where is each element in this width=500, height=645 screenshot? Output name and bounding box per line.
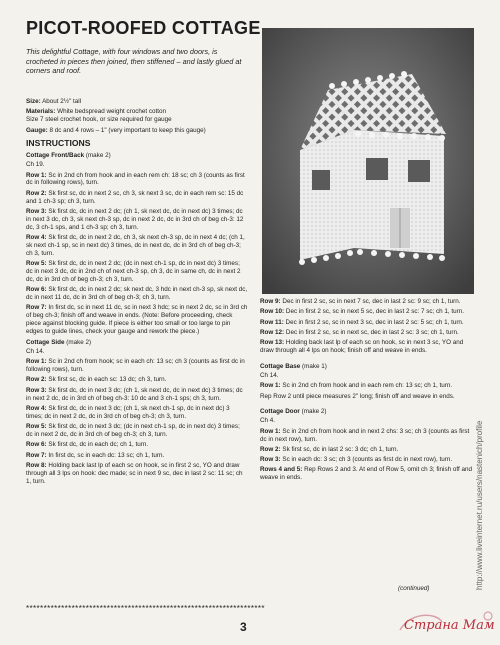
door-chain: Ch 4. (260, 417, 276, 425)
row-text: Dec in first 2 sc, sc in next 5 sc, dec in last 2 sc: 7 sc; ch 1, turn. (284, 308, 465, 316)
instruction-row (26, 405, 248, 421)
star-divider: ******************************************************************** (26, 604, 265, 613)
row-label: Rows 4 and 5: (260, 466, 303, 474)
row-label: Row 10: (260, 308, 285, 316)
row-text: Sc in 2nd ch from hook and in each rem ch: 13 sc; ch 1, turn. (280, 382, 453, 390)
row-label: Row 13: (260, 339, 285, 347)
size-line: Size: About 2½" tall (26, 98, 82, 105)
row-text: Dec in first 2 sc, sc in next sc, dec in last 2 sc: 3 sc; ch 1, turn. (284, 328, 459, 336)
front-back-chain: Ch 19. (26, 161, 45, 169)
instruction-row (26, 208, 248, 232)
instruction-row (26, 172, 248, 188)
row-text: Sc in 2nd ch from hook and in next 2 chs: 3 sc; ch 3 (counts as first dc in next row), turn. (260, 427, 470, 443)
instructions-heading: INSTRUCTIONS (26, 138, 91, 149)
row-label: Row 5: (26, 423, 47, 431)
instruction-row (260, 382, 475, 390)
row-label: Row 3: (260, 456, 281, 464)
base-heading: Cottage Base (make 1) (260, 363, 327, 370)
front-back-rows (26, 172, 248, 337)
row-label: Row 3: (26, 207, 47, 215)
base-chain: Ch 14. (260, 371, 279, 379)
row-text: In first dc, sc in next 11 dc, sc in next 3 hdc; sc in next 2 dc, sc in 3rd ch of beg ch-3; finish off and weave in ends. (Note: Before proceeding, check piece against blocking guide. If piece is either too small or too large to pin edges to guide lines, check your gauge and rework the piece.) (26, 304, 248, 336)
row-label: Row 5: (26, 260, 47, 268)
side-heading: Cottage Side (make 2) (26, 339, 92, 347)
row-text: In first dc, sc in each dc: 13 sc; ch 1, turn. (46, 451, 165, 459)
instruction-row (26, 387, 248, 403)
instruction-row (260, 446, 475, 454)
intro-paragraph: This delightful Cottage, with four windows and two doors, is crocheted in pieces then joined, then stiffened – and lastly glued at corners and roof. (26, 47, 242, 76)
instruction-row (26, 452, 248, 460)
instruction-row (26, 358, 248, 374)
row-text: Sk first dc, dc in next 2 dc; (dc in next ch-1 sp, dc in next dc) 3 times; dc in next 3 dc, dc in 2nd ch of next ch-3 sp, ch 3, dc in same ch, dc in next 2 dc, dc in 3rd ch of beg ch-3; ch 3, turn. (26, 260, 241, 283)
side-url-watermark: http://www.liveinternet.ru/users/nastenich/profile (475, 420, 484, 590)
instruction-row (26, 423, 248, 439)
side-rows-continued (260, 298, 475, 355)
instruction-row (260, 393, 475, 401)
row-text: Dec in first 2 sc, sc in next 7 sc, dec in last 2 sc: 9 sc; ch 1, turn. (280, 298, 461, 305)
row-text: Rep Rows 2 and 3. At end of Row 5, omit ch 3; finish off and weave in ends. (260, 466, 472, 482)
row-label: Row 1: (260, 382, 281, 390)
row-text: Holding back last lp of each sc on hook, sc in next 3 sc, YO and draw through all 4 lps on hook; finish off and weave in ends. (260, 339, 464, 355)
row-label: Row 6: (26, 286, 47, 294)
row-text: Sc in 2nd ch from hook; sc in each ch: 13 sc; ch 3 (counts as first dc in following rows), turn. (26, 358, 245, 374)
row-text: Sk first sc, dc in each sc: 13 dc; ch 3, turn. (46, 376, 167, 384)
front-back-heading: Cottage Front/Back (make 2) (26, 152, 111, 160)
row-label: Row 6: (26, 441, 47, 449)
row-label: Row 11: (260, 318, 284, 326)
page-title: PICOT-ROOFED COTTAGE (26, 18, 261, 38)
row-text: Sk first dc, dc in next 3 dc; (ch 1, sk next dc, dc in next dc) 3 times; dc in next 2 dc, dc in 3rd ch of beg ch-3: 10 dc and 3 ch-1 sps; ch 3, turn. (26, 386, 243, 402)
door-heading: Cottage Door (make 2) (260, 408, 327, 416)
instruction-row (26, 304, 248, 336)
page-number: 3 (240, 620, 247, 634)
side-chain: Ch 14. (26, 347, 45, 355)
watermark-text: Страна Мам (404, 618, 495, 633)
right-column (260, 298, 475, 485)
row-text: Sk first dc, dc in next 2 dc, ch 3, sk next ch-3 sp, dc in next 4 dc; (ch 1, sk next ch-1 sp, sc in next dc) 3 times, dc in next dc, dc in 3rd ch of beg ch-3; ch 3, turn. (26, 234, 245, 257)
instruction-row (260, 456, 475, 464)
crocheted-cottage-image (262, 28, 474, 294)
row-label: Row 3: (26, 386, 47, 394)
row-label: Row 2: (260, 445, 281, 453)
instruction-row (260, 428, 475, 444)
instruction-row (260, 339, 475, 355)
row-text: Sk first dc, dc in each dc; ch 1, turn. (46, 441, 149, 449)
instruction-row (26, 441, 248, 449)
row-label: Row 1: (26, 171, 47, 179)
row-text: Sk first dc, dc in next 3 dc; (ch 1, sk next ch-1 sp, dc in next dc) 3 times; dc in next 2 dc, dc in 3rd ch of beg ch-3; ch 3, turn. (26, 404, 230, 420)
row-label: Row 2: (26, 376, 47, 384)
door-rows (260, 428, 475, 483)
instruction-row (260, 466, 475, 482)
row-text: Sc in 2nd ch from hook and in each rem ch: 18 sc; ch 3 (counts as first dc in following rows), turn. (26, 171, 245, 187)
instruction-row (26, 234, 248, 258)
row-text: Sk first sc, dc in last 2 sc: 3 dc; ch 1, turn. (280, 445, 399, 453)
row-label: Row 8: (26, 461, 47, 469)
continued-note: (continued) (398, 585, 430, 592)
row-text: Sc in each dc: 3 sc; ch 3 (counts as first dc in next row), turn. (280, 456, 453, 464)
row-text: Holding back last lp of each sc on hook, sc in first 2 sc, YO and draw through all 3 lps on hook: dec made; sc in next 9 sc, dec in last 2 sc: 11 sc; ch 1, turn. (26, 461, 243, 485)
side-rows (26, 358, 248, 485)
row-text: Sk first dc, dc in next 2 dc; sk next dc, 3 hdc in next ch-3 sp, sk next dc, dc in next 11 dc, dc in 3rd ch of beg ch-3; ch 3, turn. (26, 286, 248, 302)
instruction-row (26, 376, 248, 384)
row-label: Row 1: (26, 358, 47, 366)
instruction-row (260, 308, 475, 316)
gauge-line: Gauge: 8 dc and 4 rows – 1" (very important to keep this gauge) (26, 126, 206, 134)
instruction-row (26, 260, 248, 284)
row-label: Row 4: (26, 404, 47, 412)
row-label: Row 2: (26, 189, 47, 197)
row-text: Rep Row 2 until piece measures 2" long; finish off and weave in ends. (260, 392, 455, 400)
row-text: Dec in first 2 sc, sc in next 3 sc, dec in last 2 sc: 5 sc; ch 1, turn. (283, 318, 464, 326)
instruction-row (260, 319, 475, 327)
row-text: Sk first sc, dc in next 2 sc, ch 3, sk next 3 sc, dc in each rem sc: 15 dc and 1 ch-3 sp; ch 3, turn. (26, 189, 244, 205)
row-label: Row 7: (26, 304, 47, 312)
instruction-row (260, 329, 475, 337)
instruction-row (26, 462, 248, 486)
row-label: Row 1: (260, 427, 281, 435)
site-watermark (396, 608, 496, 640)
left-column (26, 98, 248, 488)
row-text: Sk first dc, dc in next 3 dc; (dc in next ch-1 sp, dc in next dc) 3 times; dc in next 2 dc, dc in 3rd ch of beg ch-3; ch 3, turn. (26, 423, 240, 439)
instruction-row (26, 190, 248, 206)
cottage-photo (262, 28, 474, 294)
row-label: Row 4: (26, 234, 47, 242)
instruction-row (26, 286, 248, 302)
row-label: Row 7: (26, 451, 47, 459)
row-label: Row 9: (260, 298, 281, 305)
row-label: Row 12: (260, 328, 285, 336)
materials-line: Materials: White bedspread weight crochet cotton Size 7 steel crochet hook, or size required for gauge (26, 108, 172, 124)
instruction-row (260, 298, 475, 306)
base-rows (260, 382, 475, 400)
row-text: Sk first dc, dc in next 2 dc; (ch 1, sk next dc, dc in next dc) 3 times; dc in next 3 dc, ch 3, sk next ch-3 sp, dc in next 2 dc, dc in 3rd ch of beg ch-3: 12 dc, 3 ch-1 sps, and 1 ch-3 sp; ch 3, turn. (26, 207, 244, 231)
